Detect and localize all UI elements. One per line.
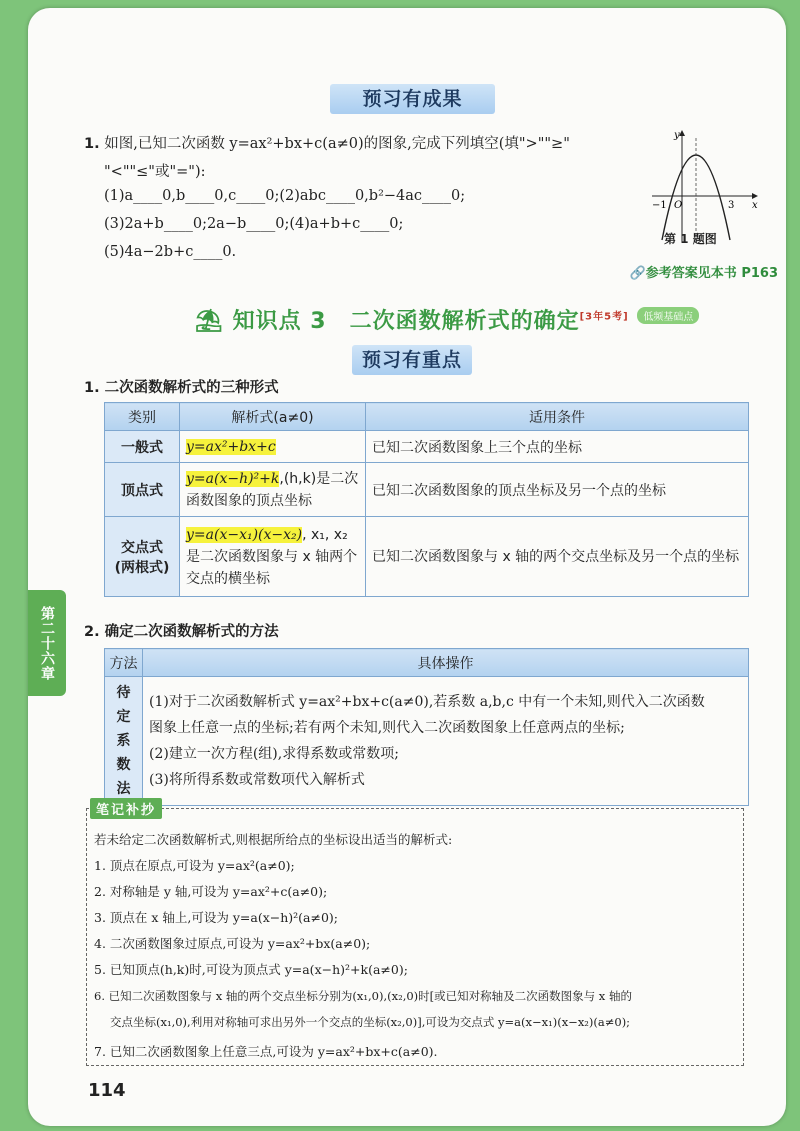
notes-intro: 若未给定二次函数解析式,则根据所给点的坐标设出适当的解析式:: [94, 832, 453, 847]
notes-title: 笔记补抄: [90, 798, 162, 819]
operation-cell: [143, 677, 749, 806]
category-cell: 一般式: [105, 431, 180, 463]
three-label: 3: [728, 200, 735, 211]
neg-one-label: −1: [652, 200, 667, 211]
knowledge-point-title-text: 知识点 3 二次函数解析式的确定: [232, 309, 580, 334]
condition-cell: 已知二次函数图象的顶点坐标及另一个点的坐标: [366, 463, 749, 517]
note-item: 6. 已知二次函数图象与 x 轴的两个交点坐标分别为(x₁,0),(x₂,0)时[或已知对称轴及二次函数图象与 x 轴的: [94, 989, 632, 1003]
origin-label: O: [674, 200, 683, 211]
formula-cell: [180, 431, 366, 463]
note-item: 4. 二次函数图象过原点,可设为 y=ax²+bx(a≠0);: [94, 936, 371, 951]
highlighted-formula: y=ax²+bx+c: [186, 438, 276, 455]
note-item: 1. 顶点在原点,可设为 y=ax²(a≠0);: [94, 858, 295, 873]
section-banner-preview-focus: 预习有重点: [352, 345, 472, 375]
table-row: [105, 677, 749, 806]
question-number: 1.: [84, 136, 100, 152]
knowledge-point-title: [195, 304, 699, 335]
link-icon: 🔗: [629, 266, 646, 281]
table-row: [105, 431, 749, 463]
table-row: [105, 463, 749, 517]
note-item: 2. 对称轴是 y 轴,可设为 y=ax²+c(a≠0);: [94, 884, 328, 899]
step-line: (3)将所得系数或常数项代入解析式: [149, 772, 365, 788]
step-line: 图象上任意一点的坐标;若有两个未知,则代入二次函数图象上任意两点的坐标;: [149, 720, 625, 736]
y-label: y: [674, 130, 680, 141]
formula-note: , x₁, x₂ 是二次函数图象与 x 轴两个交点的横坐标: [186, 526, 358, 587]
note-item-continued: 交点坐标(x₁,0),利用对称轴可求出另外一个交点的坐标(x₂,0)],可设为交点式 y=a(x−x₁)(x−x₂)(a≠0);: [110, 1015, 631, 1029]
column-header-condition: 适用条件: [366, 403, 749, 431]
question-1-line-1: [84, 132, 570, 153]
column-header-formula: 解析式(a≠0): [180, 403, 366, 431]
category-cell: 交点式(两根式): [105, 517, 180, 597]
difficulty-tag: 低频基础点: [637, 307, 699, 324]
method-table: [104, 648, 749, 806]
formula-cell: [180, 463, 366, 517]
question-1-line-4: (3)2a+b____0;2a−b____0;(4)a+b+c____0;: [104, 216, 404, 232]
table-row: [105, 517, 749, 597]
step-line: (1)对于二次函数解析式 y=ax²+bx+c(a≠0),若系数 a,b,c 中有一个未知,则代入二次函数: [149, 694, 705, 710]
column-header-category: 类别: [105, 403, 180, 431]
page-number: 114: [88, 1080, 126, 1101]
figure-caption: 第 1 题图: [664, 232, 717, 246]
answer-reference-text: 参考答案见本书 P163: [645, 266, 778, 281]
question-1-line-2: "<""≤"或"="):: [104, 164, 206, 180]
note-item: 7. 已知二次函数图象上任意三点,可设为 y=ax²+bx+c(a≠0).: [94, 1044, 438, 1059]
section-banner-preview-result: 预习有成果: [330, 84, 495, 114]
condition-cell: 已知二次函数图象上三个点的坐标: [366, 431, 749, 463]
question-1-text-1: 如图,已知二次函数 y=ax²+bx+c(a≠0)的图象,完成下列填空(填">""≥": [104, 136, 570, 152]
question-1-line-5: (5)4a−2b+c____0.: [104, 244, 237, 260]
highlighted-formula: y=a(x−h)²+k: [186, 470, 280, 487]
method-table-header: [105, 649, 749, 677]
parabola-figure: [648, 128, 760, 246]
formula-note: ,(h,k)是二次函数图象的顶点坐标: [186, 470, 359, 509]
category-cell: 顶点式: [105, 463, 180, 517]
exam-frequency-tag: [3年5考]: [579, 311, 629, 323]
formula-cell: [180, 517, 366, 597]
y-axis-arrow: [679, 130, 685, 136]
note-item: 5. 已知顶点(h,k)时,可设为顶点式 y=a(x−h)²+k(a≠0);: [94, 962, 408, 977]
question-1-line-3: (1)a____0,b____0,c____0;(2)abc____0,b²−4ac____0;: [104, 188, 466, 204]
forms-table: [104, 402, 749, 597]
x-label: x: [752, 200, 758, 211]
x-axis-arrow: [752, 193, 758, 199]
column-header-method: 方法: [105, 649, 143, 677]
section-2-heading: 2. 确定二次函数解析式的方法: [84, 624, 279, 640]
section-1-heading: 1. 二次函数解析式的三种形式: [84, 380, 279, 396]
chapter-tab[interactable]: 第二十六章: [28, 590, 66, 696]
note-item: 3. 顶点在 x 轴上,可设为 y=a(x−h)²(a≠0);: [94, 910, 339, 925]
condition-cell: 已知二次函数图象与 x 轴的两个交点坐标及另一个点的坐标: [366, 517, 749, 597]
parabola-curve: [662, 155, 730, 240]
answer-reference: [630, 262, 778, 281]
forms-table-header: [105, 403, 749, 431]
highlighted-formula: y=a(x−x₁)(x−x₂): [186, 526, 303, 543]
method-name-cell: 待定系数法: [105, 677, 143, 806]
column-header-operation: 具体操作: [143, 649, 749, 677]
step-line: (2)建立一次方程(组),求得系数或常数项;: [149, 746, 399, 762]
title-icon: ⛱: [195, 309, 224, 334]
